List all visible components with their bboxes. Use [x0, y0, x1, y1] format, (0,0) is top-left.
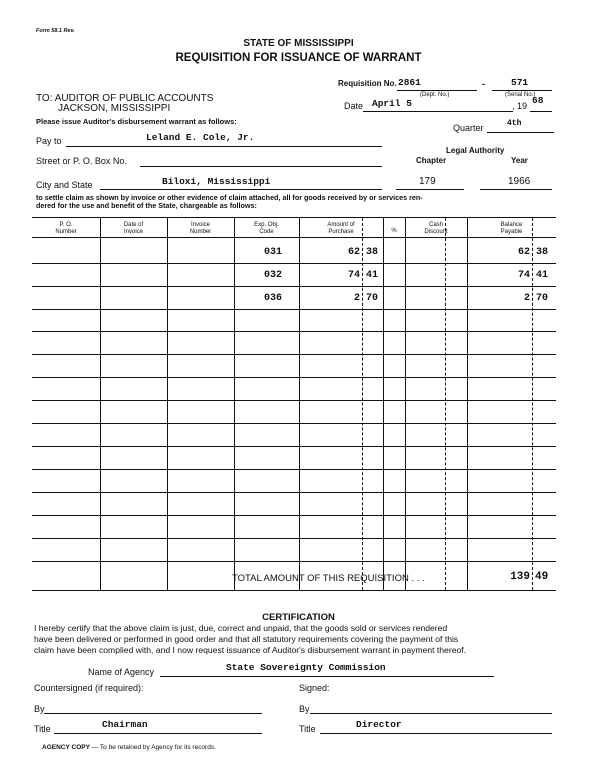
row-3-balance-cents[interactable]: 70 — [536, 293, 549, 304]
row-1-balance-cents[interactable]: 38 — [536, 247, 549, 258]
total-dollars[interactable]: 139 — [510, 571, 530, 583]
total-label: TOTAL AMOUNT OF THIS REQUISITION . . . — [232, 573, 425, 584]
chapter-value[interactable]: 179 — [419, 176, 436, 187]
row-1-amount-cents[interactable]: 38 — [366, 247, 379, 258]
title-right-value[interactable]: Director — [356, 719, 402, 730]
col-header-amount: Amount of Purchase — [327, 222, 355, 235]
please-issue-text: Please issue Auditor's disbursement warrant as follows: — [36, 117, 237, 126]
requisition-number[interactable]: 2861 — [398, 77, 421, 88]
to-line-1: TO: AUDITOR OF PUBLIC ACCOUNTS — [36, 93, 214, 104]
date-label: Date — [344, 101, 364, 111]
col-header-balance: Balance Payable — [500, 222, 523, 235]
row-1-balance-dollars[interactable]: 62 — [517, 247, 530, 258]
agency-value[interactable]: State Sovereignty Commission — [226, 662, 386, 673]
city-value[interactable]: Biloxi, Mississippi — [162, 176, 271, 187]
cert-text-2: have been delivered or performed in good order and that all statutory requirements covering the payment of this — [34, 634, 459, 644]
pay-to-label: Pay to — [36, 136, 62, 146]
street-label: Street or P. O. Box No. — [36, 156, 127, 166]
year-label: Year — [511, 156, 528, 165]
row-2-amount-dollars[interactable]: 74 — [347, 270, 360, 281]
col-header-percent: % — [391, 228, 397, 234]
date-value[interactable]: April 5 — [372, 98, 412, 109]
to-line-2: JACKSON, MISSISSIPPI — [58, 103, 171, 114]
col-header-cash-discount: Cash Discount — [424, 222, 448, 235]
signed-label: Signed: — [299, 683, 330, 693]
pay-to-value[interactable]: Leland E. Cole, Jr. — [146, 132, 255, 143]
footer-note: AGENCY COPY — To be retained by Agency for its records. — [42, 744, 216, 751]
row-2-code[interactable]: 032 — [264, 270, 283, 281]
legal-year-value[interactable]: 1966 — [508, 176, 531, 187]
quarter-label: Quarter — [453, 123, 484, 133]
quarter-value[interactable]: 4th — [507, 119, 522, 128]
row-3-amount-dollars[interactable]: 2 — [353, 293, 360, 304]
certification-title: CERTIFICATION — [262, 612, 335, 623]
title-right-label: Title — [299, 724, 316, 734]
countersigned-label: Countersigned (if required): — [34, 683, 144, 693]
title-left-label: Title — [34, 724, 51, 734]
settle-text-1: to settle claim as shown by invoice or other evidence of claim attached, all for goods received by or services ren- — [36, 193, 423, 202]
dept-no-label: (Dept. No.) — [420, 92, 450, 98]
legal-authority-label: Legal Authority — [446, 146, 505, 155]
settle-text-2: dered for the use and benefit of the State, chargeable as follows: — [36, 201, 257, 210]
col-header-object-code: Exp. Obj. Code — [254, 222, 279, 235]
serial-separator: - — [482, 79, 485, 89]
row-3-code[interactable]: 036 — [264, 293, 283, 304]
serial-number[interactable]: 571 — [511, 77, 529, 88]
row-1-code[interactable]: 031 — [264, 247, 283, 258]
col-header-invoice-date: Date of Invoice — [123, 222, 144, 235]
year-value[interactable]: 68 — [532, 95, 544, 106]
row-1-amount-dollars[interactable]: 62 — [347, 247, 360, 258]
col-header-po-number: P. O. Number — [55, 222, 77, 235]
title-left-value[interactable]: Chairman — [102, 719, 148, 730]
chapter-label: Chapter — [416, 156, 447, 165]
serial-no-label: (Serial No.) — [505, 92, 536, 98]
cert-text-3: claim have been complied with, and I now request issuance of Auditor's disbursement warrant in payment thereof. — [34, 645, 467, 655]
state-heading: STATE OF MISSISSIPPI — [243, 38, 354, 49]
cert-text-1: I hereby certify that the above claim is just, due, correct and unpaid, that the goods sold or services rendered — [34, 623, 448, 633]
by-right-label: By — [299, 704, 310, 714]
city-label: City and State — [36, 180, 93, 190]
year-prefix: , 19 — [512, 101, 528, 111]
requisition-label: Requisition No. — [338, 79, 397, 88]
col-header-invoice-number: Invoice Number — [189, 222, 212, 235]
row-3-balance-dollars[interactable]: 2 — [523, 293, 530, 304]
row-2-amount-cents[interactable]: 41 — [366, 270, 379, 281]
row-3-amount-cents[interactable]: 70 — [366, 293, 379, 304]
total-cents[interactable]: 49 — [535, 571, 549, 583]
form-id: Form 58.1 Rev. — [36, 28, 75, 34]
form-title: REQUISITION FOR ISSUANCE OF WARRANT — [175, 52, 422, 64]
claims-table — [32, 217, 556, 591]
row-2-balance-cents[interactable]: 41 — [536, 270, 549, 281]
by-left-label: By — [34, 704, 45, 714]
row-2-balance-dollars[interactable]: 74 — [517, 270, 530, 281]
agency-label: Name of Agency — [88, 667, 155, 677]
